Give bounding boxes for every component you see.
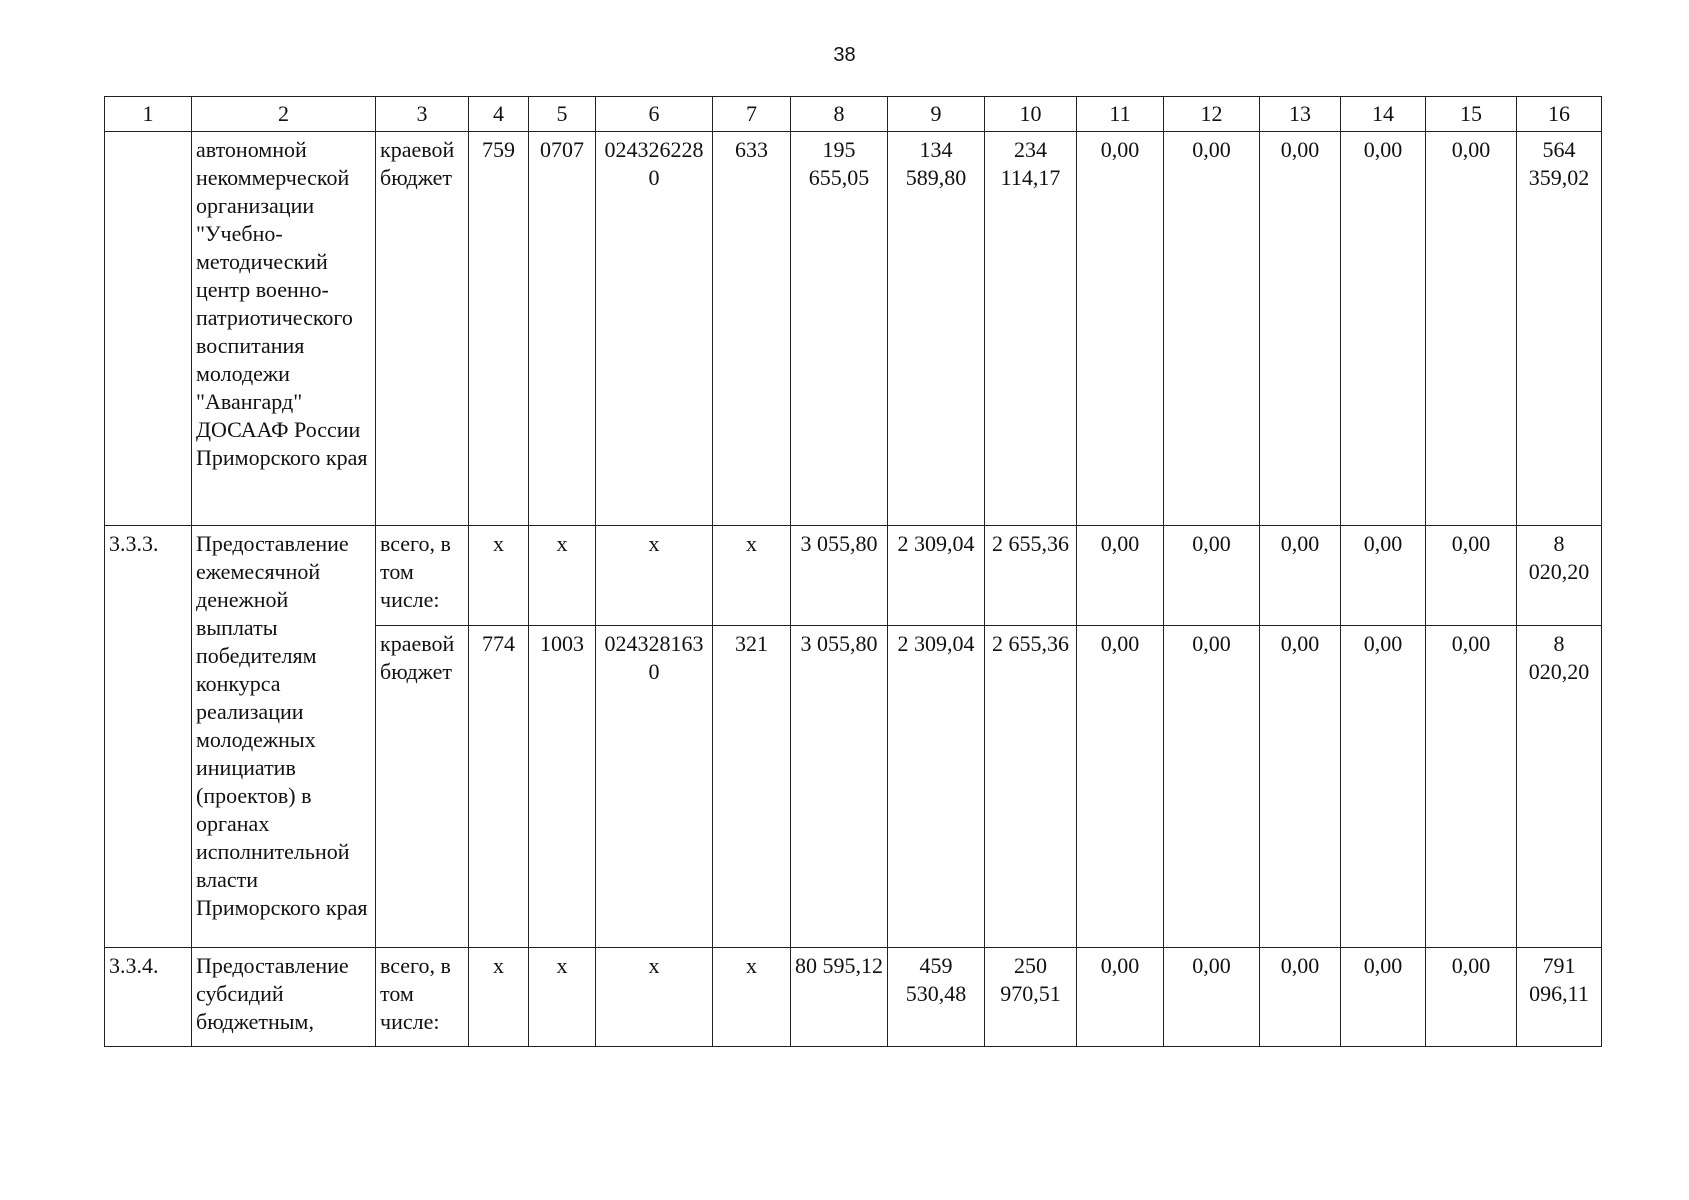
rzpr-cell: 0707 [529, 132, 596, 526]
header-row [105, 97, 1602, 132]
column-header: 6 [596, 97, 713, 132]
amount-cell: 80 595,12 [791, 948, 888, 1047]
total-cell: 791 096,11 [1517, 948, 1602, 1047]
funding-source-cell: краевой бюджет [376, 626, 469, 948]
amount-cell: 0,00 [1341, 132, 1426, 526]
column-header: 16 [1517, 97, 1602, 132]
csr-cell: 0243262280 [596, 132, 713, 526]
column-header: 2 [192, 97, 376, 132]
rzpr-cell: 1003 [529, 626, 596, 948]
column-header: 13 [1260, 97, 1341, 132]
amount-cell: 0,00 [1341, 626, 1426, 948]
funding-source-cell: всего, в том числе: [376, 948, 469, 1047]
csr-cell: 0243281630 [596, 626, 713, 948]
amount-cell: 0,00 [1260, 132, 1341, 526]
description-cell: Предоставление субсидий бюджетным, [192, 948, 376, 1047]
column-header: 1 [105, 97, 192, 132]
total-cell: 8 020,20 [1517, 526, 1602, 626]
vr-cell: 321 [713, 626, 791, 948]
amount-cell: 3 055,80 [791, 526, 888, 626]
amount-cell: 0,00 [1077, 948, 1164, 1047]
vr-cell: 633 [713, 132, 791, 526]
rzpr-cell: x [529, 948, 596, 1047]
amount-cell: 2 309,04 [888, 626, 985, 948]
column-header: 3 [376, 97, 469, 132]
amount-cell: 2 309,04 [888, 526, 985, 626]
amount-cell: 2 655,36 [985, 626, 1077, 948]
column-header: 10 [985, 97, 1077, 132]
table-row [105, 526, 1602, 626]
funding-source-cell: краевой бюджет [376, 132, 469, 526]
amount-cell: 0,00 [1077, 132, 1164, 526]
column-header: 11 [1077, 97, 1164, 132]
amount-cell: 0,00 [1260, 526, 1341, 626]
item-number-cell: 3.3.3. [105, 526, 192, 948]
funding-source-cell: всего, в том числе: [376, 526, 469, 626]
page-number: 38 [833, 44, 856, 66]
column-header: 5 [529, 97, 596, 132]
grbs-cell: x [469, 948, 529, 1047]
total-cell: 564 359,02 [1517, 132, 1602, 526]
amount-cell: 0,00 [1260, 626, 1341, 948]
vr-cell: x [713, 526, 791, 626]
amount-cell: 2 655,36 [985, 526, 1077, 626]
amount-cell: 250 970,51 [985, 948, 1077, 1047]
budget-table [104, 96, 1602, 1047]
vr-cell: x [713, 948, 791, 1047]
amount-cell: 0,00 [1164, 132, 1260, 526]
csr-cell: x [596, 526, 713, 626]
rzpr-cell: x [529, 526, 596, 626]
description-cell: Предоставление ежемесячной денежной выплаты победителям конкурса реализации молодежных инициатив (проектов) в органах исполнительной власти Приморского края [192, 526, 376, 948]
amount-cell: 195 655,05 [791, 132, 888, 526]
amount-cell: 0,00 [1077, 626, 1164, 948]
column-header: 4 [469, 97, 529, 132]
amount-cell: 234 114,17 [985, 132, 1077, 526]
grbs-cell: x [469, 526, 529, 626]
amount-cell: 459 530,48 [888, 948, 985, 1047]
column-header: 15 [1426, 97, 1517, 132]
amount-cell: 0,00 [1260, 948, 1341, 1047]
table-row [105, 132, 1602, 526]
csr-cell: x [596, 948, 713, 1047]
total-cell: 8 020,20 [1517, 626, 1602, 948]
item-number-cell [105, 132, 192, 526]
grbs-cell: 759 [469, 132, 529, 526]
column-header: 9 [888, 97, 985, 132]
item-number-cell: 3.3.4. [105, 948, 192, 1047]
amount-cell: 0,00 [1426, 526, 1517, 626]
amount-cell: 0,00 [1164, 948, 1260, 1047]
column-header: 12 [1164, 97, 1260, 132]
table-row [105, 948, 1602, 1047]
column-header: 14 [1341, 97, 1426, 132]
amount-cell: 0,00 [1341, 948, 1426, 1047]
amount-cell: 0,00 [1164, 626, 1260, 948]
amount-cell: 0,00 [1426, 132, 1517, 526]
amount-cell: 0,00 [1164, 526, 1260, 626]
amount-cell: 3 055,80 [791, 626, 888, 948]
description-cell: автономной некоммерческой организации "Учебно-методический центр военно-патриотического воспитания молодежи "Авангард" ДОСААФ России Приморского края [192, 132, 376, 526]
grbs-cell: 774 [469, 626, 529, 948]
amount-cell: 0,00 [1341, 526, 1426, 626]
column-header: 8 [791, 97, 888, 132]
amount-cell: 0,00 [1077, 526, 1164, 626]
amount-cell: 0,00 [1426, 626, 1517, 948]
amount-cell: 0,00 [1426, 948, 1517, 1047]
amount-cell: 134 589,80 [888, 132, 985, 526]
column-header: 7 [713, 97, 791, 132]
